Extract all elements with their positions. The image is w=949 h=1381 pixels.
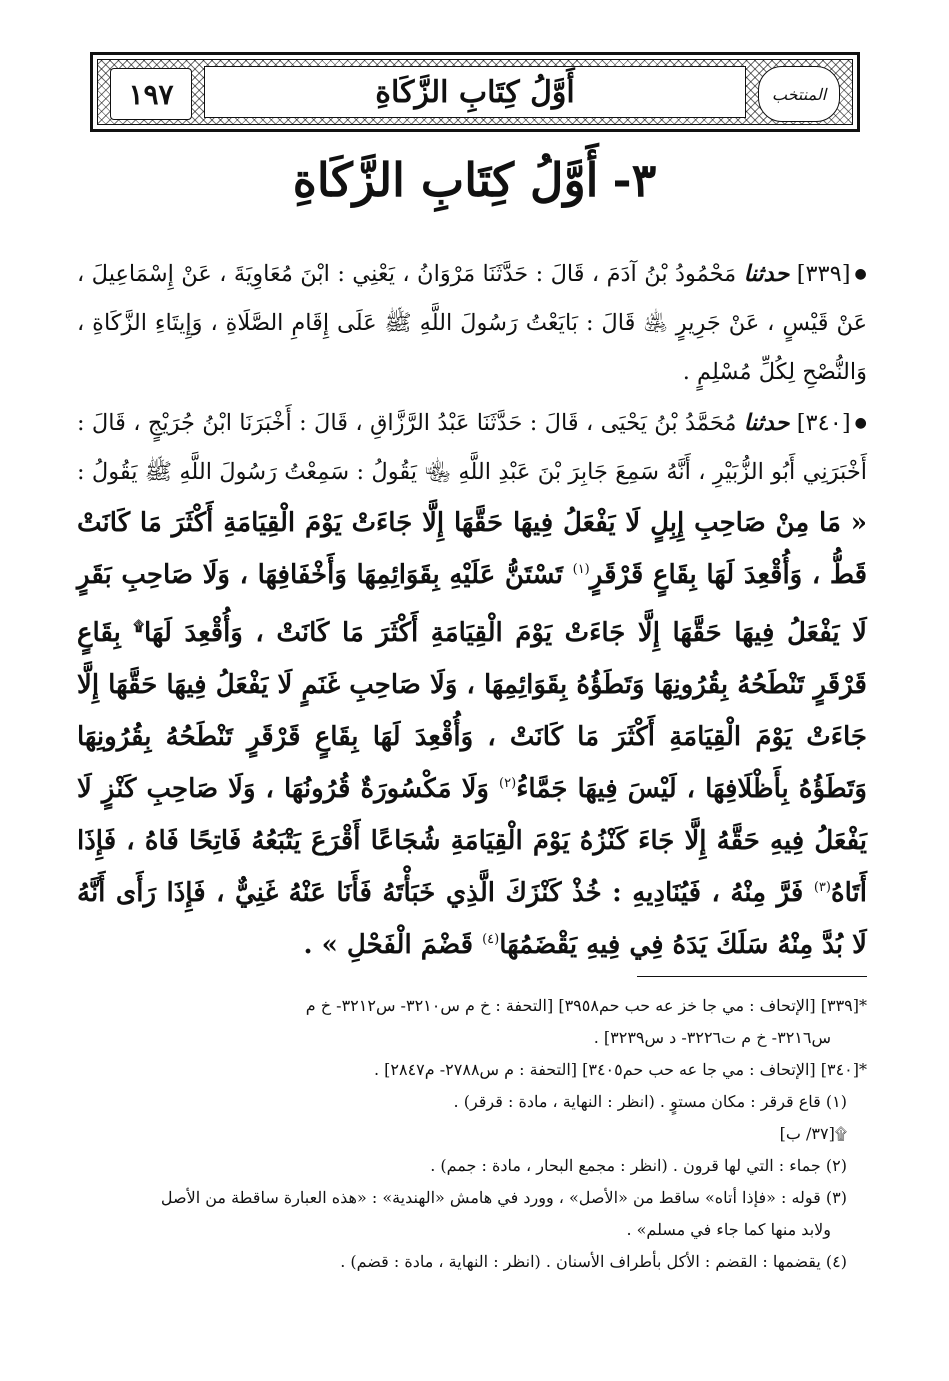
hadith-number: [٣٤٠] — [796, 410, 851, 436]
footnote-divider — [637, 976, 867, 977]
footnote-folio: ۩[٣٧/ ب] — [779, 1124, 847, 1143]
footnote-3-cont: ولابد منها كما جاء في مسلم» . — [626, 1220, 831, 1239]
hadith-isnad: مُحَمَّدُ بْنُ يَحْيَى ، قَالَ : حَدَّثَنَا عَبْدُ الرَّزَّاقِ ، قَالَ : أَخْبَرَنَا ابْنُ جُرَيْجٍ ، قَالَ : أَخْبَرَنِي أَبُو الزُّبَيْرِ ، أَنَّهُ سَمِعَ جَابِرَ بْنَ عَبْدِ اللَّهِ ﵄ يَقُولُ : سَمِعْتُ رَسُولَ اللَّهِ ﷺ يَقُولُ : — [77, 410, 867, 485]
hadith-number: [٣٣٩] — [796, 261, 851, 287]
hadith-lead: حدثنا — [743, 261, 790, 287]
hadith-matn — [77, 508, 867, 960]
main-text — [77, 250, 867, 971]
header-ornament — [97, 59, 853, 125]
running-title: أَوَّلُ كِتَابِ الزَّكَاةِ — [375, 74, 575, 110]
matn-part: قَضْمَ الْفَحْلِ » . — [303, 930, 473, 960]
matn-part: « مَا مِنْ صَاحِبِ إِبِلٍ لَا يَفْعَلُ فِيهَا حَقَّهَا إِلَّا جَاءَتْ يَوْمَ الْقِيَامَةِ أَكْثَرَ مَا كَانَتْ قَطُّ ، وَأُقْعِدَ لَهَا بِقَاعٍ قَرْقَرٍ — [77, 508, 867, 590]
footnote-ref-4: (٤) — [482, 932, 500, 947]
book-seal-logo — [758, 66, 840, 122]
matn-part: بِقَاعٍ قَرْقَرٍ تَنْطَحُهُ بِقُرُونِهَا وَتَطَؤُهُ بِقَوَائِمِهَا ، وَلَا صَاحِبِ غَنَمٍ لَا يَفْعَلُ فِيهَا حَقَّهَا إِلَّا جَاءَتْ يَوْمَ الْقِيَامَةِ أَكْثَرَ مَا كَانَتْ ، وَأُقْعِدَ لَهَا بِقَاعٍ قَرْقَرٍ تَنْطَحُهُ بِقُرُونِهَا وَتَطَؤُهُ بِأَظْلَافِهَا ، لَيْسَ فِيهَا جَمَّاءُ — [77, 618, 867, 804]
hadith-339 — [77, 250, 867, 397]
page-number-text: ١٩٧ — [128, 77, 174, 111]
footnotes — [77, 990, 867, 1278]
footnote-2: (٢) جماء : التي لها قرون . (انظر : مجمع البحار ، مادة : جمم) . — [430, 1156, 847, 1175]
chapter-heading — [0, 150, 949, 210]
hadith-text: مَحْمُودُ بْنُ آدَمَ ، قَالَ : حَدَّثَنَا مَرْوَانُ ، يَعْنِي : ابْنَ مُعَاوِيَةَ ، عَنْ إِسْمَاعِيلَ ، عَنْ قَيْسٍ ، عَنْ جَرِيرٍ ﵁ قَالَ : بَايَعْتُ رَسُولَ اللَّهِ ﷺ عَلَى إِقَامِ الصَّلَاةِ ، وَإِيتَاءِ الزَّكَاةِ ، وَالنُّصْحِ لِكُلِّ مُسْلِمٍ . — [77, 261, 867, 385]
chapter-title: أَوَّلُ كِتَابِ الزَّكَاةِ — [292, 153, 599, 207]
footnote-3: (٣) قوله : «فإذا أتاه» ساقط من «الأصل» ، وورد في هامش «الهندية» : «هذه العبارة ساقطة من الأصل — [160, 1188, 847, 1207]
matn-part: تَسْتَنُّ عَلَيْهِ بِقَوَائِمِهَا وَأَخْفَافِهَا ، وَلَا صَاحِبِ بَقَرٍ لَا يَفْعَلُ فِيهَا حَقَّهَا إِلَّا جَاءَتْ يَوْمَ الْقِيَامَةِ أَكْثَرَ مَا كَانَتْ ، وَأُقْعِدَ لَهَا — [77, 560, 867, 648]
matn-part: وَلَا مَكْسُورَةٌ قُرُونُهَا ، وَلَا صَاحِبِ كَنْزٍ لَا يَفْعَلُ فِيهِ حَقَّهُ إِلَّا جَاءَ كَنْزُهُ يَوْمَ الْقِيَامَةِ شُجَاعًا أَقْرَعَ يَتْبَعُهُ فَاتِحًا فَاهُ ، فَإِذَا أَتَاهُ — [77, 774, 867, 908]
footnote-ref-1: (١) — [572, 562, 590, 577]
footnote-ref-2: (٢) — [499, 776, 517, 791]
page-number — [110, 68, 192, 120]
bullet-icon: ● — [854, 415, 868, 431]
source-note-339-cont: س٣٢١٦- خ م ت٣٢٢٦- د س٣٢٣٩] . — [593, 1028, 831, 1047]
header-title-band — [204, 66, 746, 118]
footnote-4: (٤) يقضمها : القضم : الأكل بأطراف الأسنان . (انظر : النهاية ، مادة : قضم) . — [340, 1252, 847, 1271]
running-header — [90, 52, 860, 132]
footnote-ref-3: (٣) — [813, 880, 831, 895]
source-note-339: *[٣٣٩] [الإتحاف : مي جا خز عه حب حم٣٩٥٨] [التحفة : خ م س٣٢١٠- س٣٢١٢- خ م — [305, 996, 867, 1015]
folio-mark-icon: ۩ — [133, 619, 145, 635]
book-seal-label: المنتخب — [771, 84, 827, 104]
matn-part: فَرَّ مِنْهُ ، فَيُنَادِيهِ : خُذْ كَنْزَكَ الَّذِي خَبَأْتَهُ فَأَنَا عَنْهُ غَنِيٌّ ، فَإِذَا رَأَى أَنَّهُ لَا بُدَّ مِنْهُ سَلَكَ يَدَهُ فِي فِيهِ يَقْضَمُهَا — [77, 878, 867, 960]
hadith-340 — [77, 399, 867, 971]
chapter-number: ٣- — [612, 153, 657, 207]
hadith-lead: حدثنا — [743, 410, 790, 436]
footnote-1: (١) قاع قرقر : مكان مستوٍ . (انظر : النهاية ، مادة : قرقر) . — [453, 1092, 847, 1111]
bullet-icon: ● — [854, 266, 867, 282]
source-note-340: *[٣٤٠] [الإتحاف : مي جا عه حب حم٣٤٠٥] [التحفة : م س٢٧٨٨- م٢٨٤٧] . — [373, 1060, 867, 1079]
